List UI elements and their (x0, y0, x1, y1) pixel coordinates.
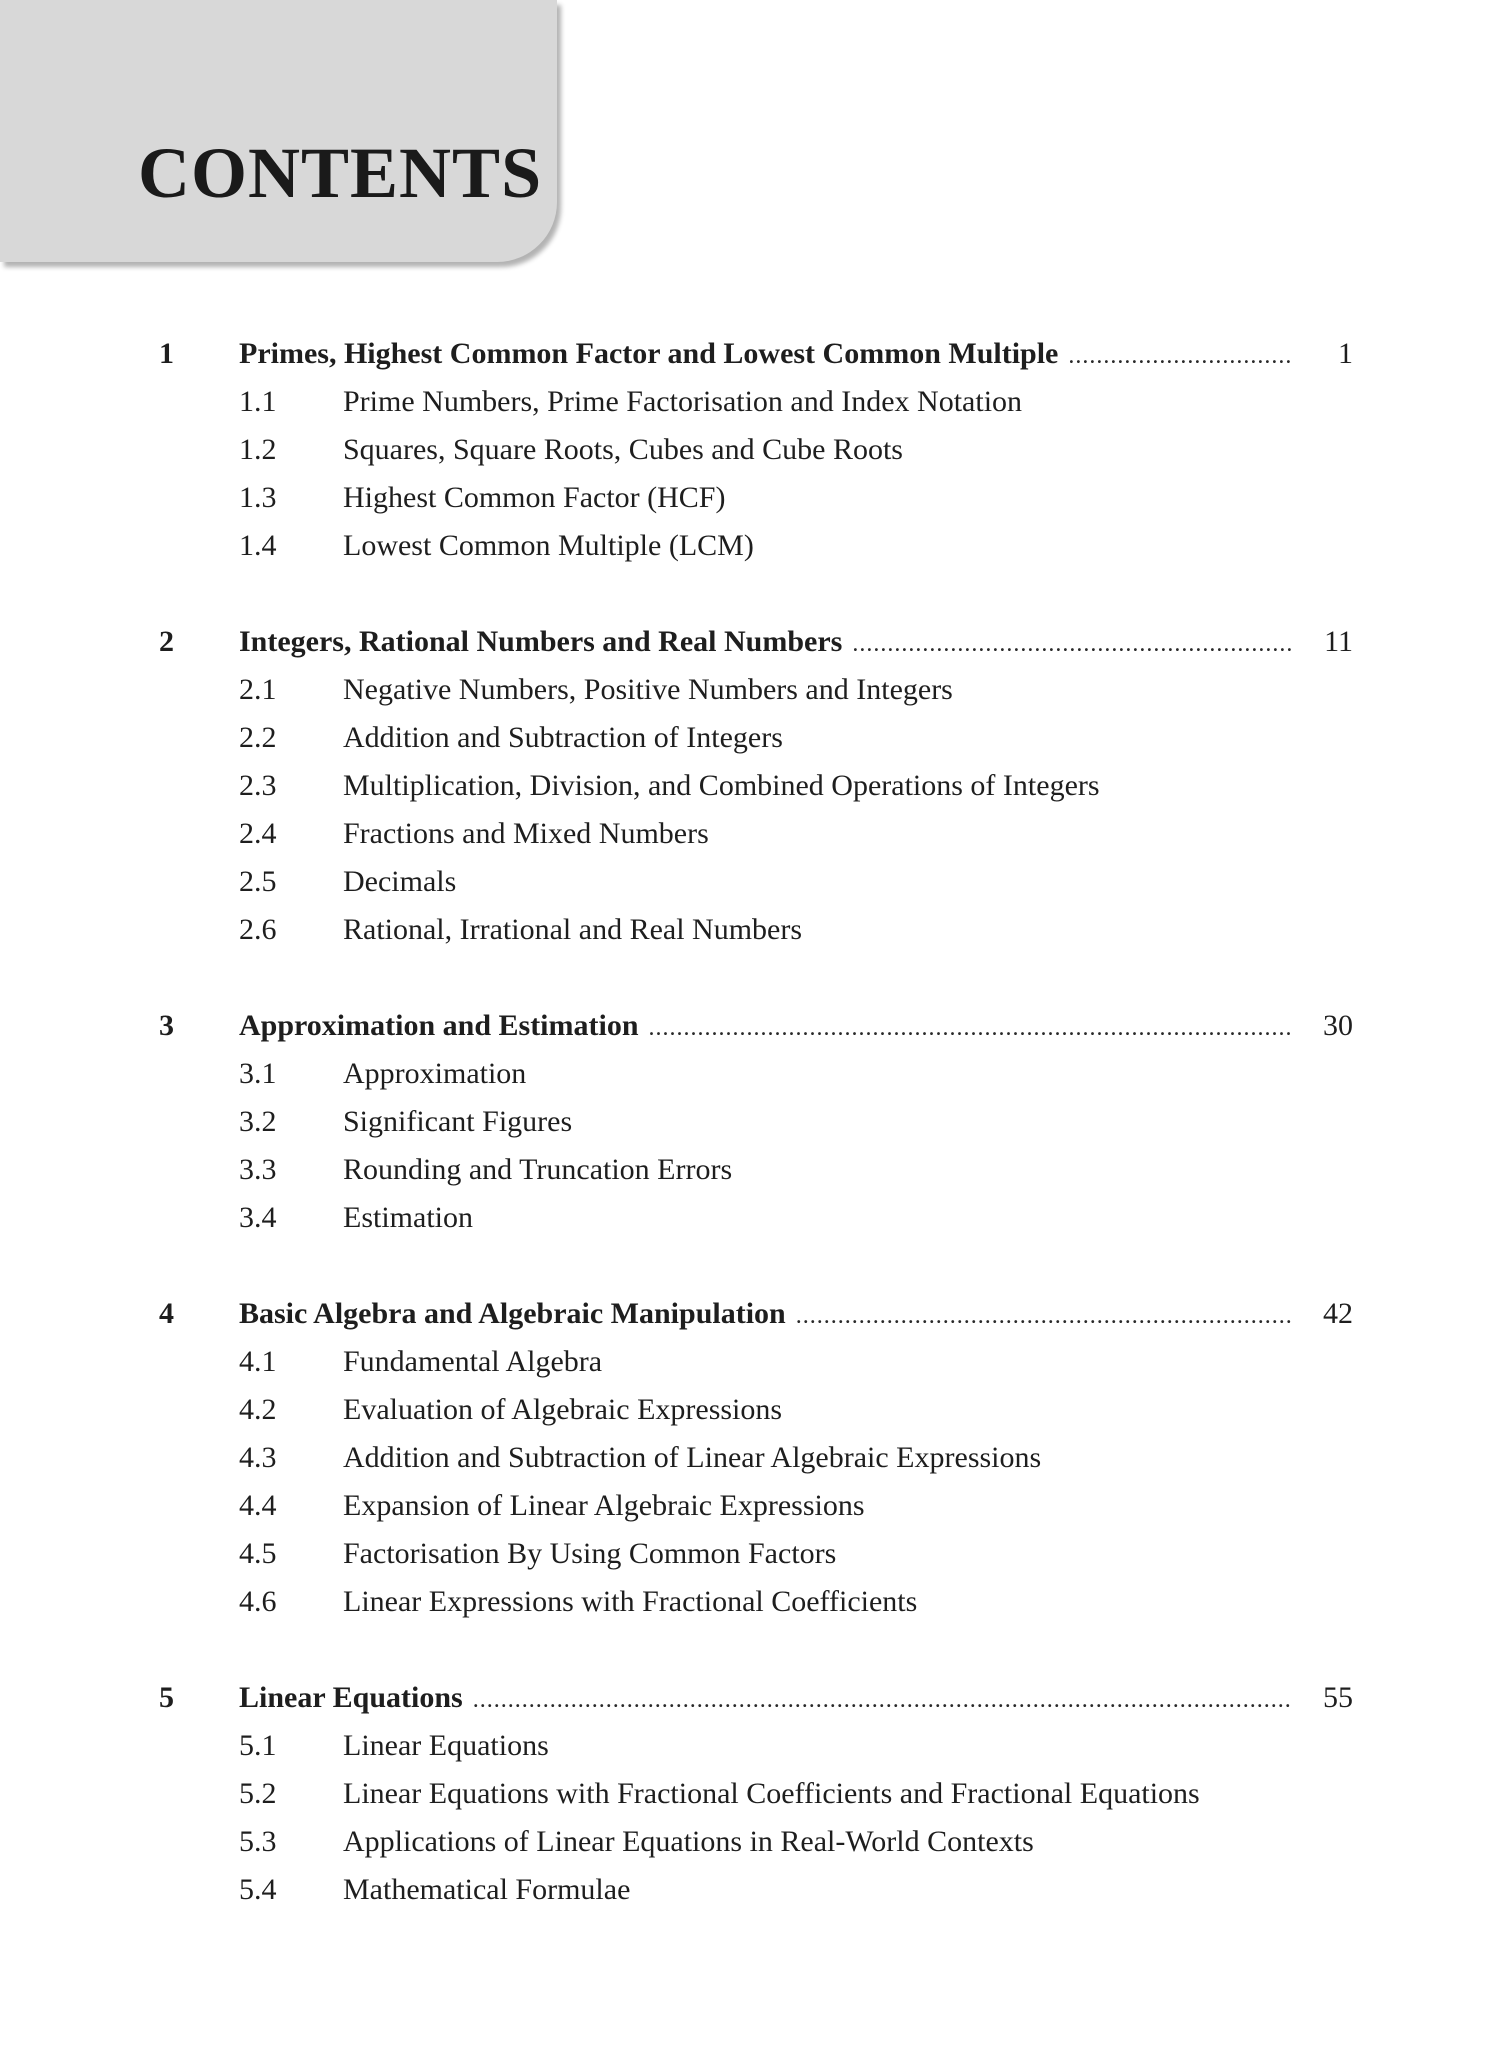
section-number: 2.2 (239, 721, 277, 754)
section-number: 5.3 (239, 1825, 277, 1858)
section-number: 4.6 (239, 1585, 277, 1618)
section-row[interactable] (0, 1578, 1497, 1626)
section-number: 2.1 (239, 673, 277, 706)
section-number: 1.3 (239, 481, 277, 514)
section-row[interactable] (0, 1770, 1497, 1818)
page-title: CONTENTS (138, 133, 543, 213)
chapter-heading[interactable] (0, 618, 1497, 666)
section-number: 3.1 (239, 1057, 277, 1090)
section-number: 1.2 (239, 433, 277, 466)
section-row[interactable] (0, 1482, 1497, 1530)
section-title: Expansion of Linear Algebraic Expressions (343, 1489, 865, 1522)
section-number: 3.3 (239, 1153, 277, 1186)
section-title: Highest Common Factor (HCF) (343, 481, 726, 514)
chapter-heading[interactable] (0, 1002, 1497, 1050)
section-number: 2.6 (239, 913, 277, 946)
section-number: 5.4 (239, 1873, 277, 1906)
chapter-number: 5 (159, 1681, 174, 1714)
chapter-page-number: 11 (1324, 625, 1353, 658)
chapter-title: Basic Algebra and Algebraic Manipulation (239, 1297, 796, 1330)
chapter-page-number: 1 (1338, 337, 1353, 370)
chapter-leader (239, 1290, 1293, 1340)
chapter-heading[interactable] (0, 1674, 1497, 1722)
section-number: 4.5 (239, 1537, 277, 1570)
section-row[interactable] (0, 1530, 1497, 1578)
chapter-number: 4 (159, 1297, 174, 1330)
section-row[interactable] (0, 1818, 1497, 1866)
section-title: Fundamental Algebra (343, 1345, 603, 1378)
section-title: Decimals (343, 865, 457, 898)
chapter-title: Approximation and Estimation (239, 1009, 649, 1042)
section-row[interactable] (0, 522, 1497, 570)
section-row[interactable] (0, 1050, 1497, 1098)
section-number: 2.5 (239, 865, 277, 898)
chapter-2 (0, 618, 1497, 954)
section-row[interactable] (0, 810, 1497, 858)
chapter-title: Linear Equations (239, 1681, 473, 1714)
section-title: Linear Expressions with Fractional Coefficients (343, 1585, 918, 1618)
section-title: Rational, Irrational and Real Numbers (343, 913, 803, 946)
section-number: 2.4 (239, 817, 277, 850)
section-title: Mathematical Formulae (343, 1873, 631, 1906)
section-row[interactable] (0, 906, 1497, 954)
chapter-leader (239, 1674, 1293, 1724)
section-title: Factorisation By Using Common Factors (343, 1537, 837, 1570)
chapter-leader (239, 330, 1293, 380)
section-row[interactable] (0, 1098, 1497, 1146)
section-row[interactable] (0, 666, 1497, 714)
section-title: Multiplication, Division, and Combined Operations of Integers (343, 769, 1100, 802)
section-title: Significant Figures (343, 1105, 573, 1138)
section-row[interactable] (0, 1386, 1497, 1434)
chapter-leader (239, 618, 1293, 668)
section-title: Approximation (343, 1057, 527, 1090)
chapter-1 (0, 330, 1497, 570)
section-row[interactable] (0, 378, 1497, 426)
section-row[interactable] (0, 714, 1497, 762)
chapter-page-number: 42 (1323, 1297, 1353, 1330)
section-number: 3.2 (239, 1105, 277, 1138)
section-number: 1.1 (239, 385, 277, 418)
chapter-number: 2 (159, 625, 174, 658)
chapter-page-number: 55 (1323, 1681, 1353, 1714)
section-row[interactable] (0, 1194, 1497, 1242)
section-title: Evaluation of Algebraic Expressions (343, 1393, 783, 1426)
section-title: Rounding and Truncation Errors (343, 1153, 733, 1186)
section-row[interactable] (0, 1434, 1497, 1482)
section-title: Linear Equations with Fractional Coefficients and Fractional Equations (343, 1777, 1200, 1810)
section-title: Addition and Subtraction of Linear Algebraic Expressions (343, 1441, 1042, 1474)
section-number: 5.2 (239, 1777, 277, 1810)
chapter-title: Integers, Rational Numbers and Real Numbers (239, 625, 852, 658)
chapter-3 (0, 1002, 1497, 1242)
section-number: 4.4 (239, 1489, 277, 1522)
section-title: Negative Numbers, Positive Numbers and Integers (343, 673, 953, 706)
chapter-heading[interactable] (0, 1290, 1497, 1338)
section-number: 3.4 (239, 1201, 277, 1234)
section-number: 1.4 (239, 529, 277, 562)
section-number: 4.3 (239, 1441, 277, 1474)
chapter-number: 1 (159, 337, 174, 370)
section-title: Addition and Subtraction of Integers (343, 721, 783, 754)
section-title: Fractions and Mixed Numbers (343, 817, 709, 850)
section-row[interactable] (0, 426, 1497, 474)
section-title: Estimation (343, 1201, 473, 1234)
section-number: 4.2 (239, 1393, 277, 1426)
section-row[interactable] (0, 762, 1497, 810)
chapter-heading[interactable] (0, 330, 1497, 378)
section-row[interactable] (0, 474, 1497, 522)
section-number: 4.1 (239, 1345, 277, 1378)
section-row[interactable] (0, 1866, 1497, 1914)
section-title: Applications of Linear Equations in Real-World Contexts (343, 1825, 1034, 1858)
chapter-page-number: 30 (1323, 1009, 1353, 1042)
section-title: Squares, Square Roots, Cubes and Cube Roots (343, 433, 903, 466)
chapter-4 (0, 1290, 1497, 1626)
chapter-leader (239, 1002, 1293, 1052)
section-row[interactable] (0, 858, 1497, 906)
section-row[interactable] (0, 1338, 1497, 1386)
section-title: Lowest Common Multiple (LCM) (343, 529, 754, 562)
section-title: Prime Numbers, Prime Factorisation and Index Notation (343, 385, 1023, 418)
section-title: Linear Equations (343, 1729, 549, 1762)
chapter-number: 3 (159, 1009, 174, 1042)
section-number: 2.3 (239, 769, 277, 802)
section-row[interactable] (0, 1146, 1497, 1194)
section-row[interactable] (0, 1722, 1497, 1770)
section-number: 5.1 (239, 1729, 277, 1762)
table-of-contents (0, 330, 1497, 1962)
chapter-5 (0, 1674, 1497, 1914)
chapter-title: Primes, Highest Common Factor and Lowest Common Multiple (239, 337, 1068, 370)
